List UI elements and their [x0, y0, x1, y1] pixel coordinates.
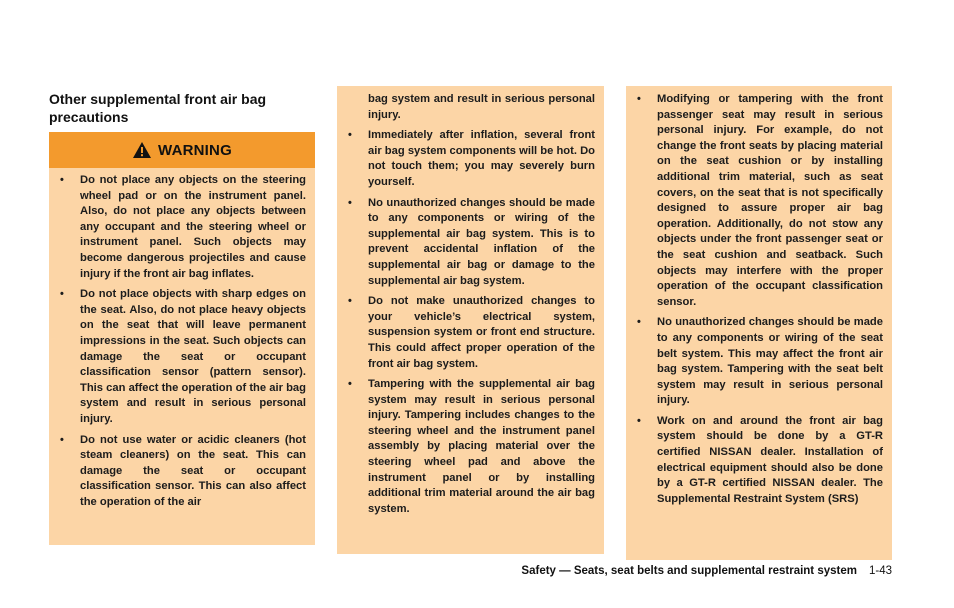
bullet: • — [348, 378, 352, 391]
item-text: No unauthorized changes should be made to any components or wiring of the seat belt system. This may affect the front air bag system. Tampering with the seat belt system may result in serious personal injury. — [657, 316, 883, 407]
item-text: Tampering with the supplemental air bag system may result in serious personal injury. Tampering includes changes to the steering wheel and the instrument panel assembly by placing material over the steering wheel pad and above the instrument panel or by installing additional trim material around the air bag system. — [368, 378, 595, 515]
section-heading: Other supplemental front air bag precautions — [49, 91, 267, 125]
warning-item — [345, 377, 595, 517]
warning-column-2 — [337, 86, 604, 554]
warning-item — [57, 173, 306, 282]
warning-item — [57, 433, 306, 511]
warning-label: WARNING — [158, 141, 232, 159]
bullet: • — [60, 174, 64, 186]
bullet: • — [637, 93, 641, 105]
warning-column-3 — [626, 86, 892, 560]
warning-triangle-icon — [132, 141, 152, 159]
bullet: • — [60, 288, 64, 301]
item-text: No unauthorized changes should be made to any components or wiring of the supplemental air bag system. This is to prevent accidental inflation of the supplemental air bag or damage to the supplemental air bag system. — [368, 196, 595, 287]
page-number: 1-43 — [868, 565, 892, 577]
warning-item — [345, 196, 595, 290]
warning-column-1 — [49, 168, 315, 545]
bullet: • — [60, 433, 64, 446]
warning-item — [57, 287, 306, 427]
item-text: Do not use water or acidic cleaners (hot steam cleaners) on the seat. This can damage the seat or occupant classification sensor. This can also affect the operation of the air — [80, 433, 306, 508]
bullet: • — [348, 196, 352, 209]
warning-item — [345, 128, 595, 190]
page-footer — [460, 565, 892, 577]
warning-item — [345, 294, 595, 372]
warning-item — [634, 414, 883, 508]
item-text: Immediately after inflation, several front air bag system components will be hot. Do not touch them; you may severely burn yourself. — [368, 129, 595, 188]
bullet: • — [637, 414, 641, 427]
item-text: Do not place objects with sharp edges on the seat. Also, do not place heavy objects on the seat that will leave permanent impressions in the seat. Such objects can damage the seat or occupant classification sensor (pattern sensor). This can affect the operation of the air bag system and result in serious personal injury. — [80, 288, 306, 425]
item-text: bag system and result in serious personal injury. — [368, 93, 595, 121]
warning-item — [634, 315, 883, 409]
item-text: Modifying or tampering with the front passenger seat may result in serious personal injury. For example, do not change the front seats by placing material on the seat cushion or by installing additional trim material, such as seat covers, on the seat that is not specifically designed to assure proper air bag operation. Additionally, do not stow any objects under the front passenger seat or the seat cushion and seatback. Such objects may interfere with the proper operation of the occupant classification sensor. — [657, 93, 883, 308]
bullet: • — [637, 316, 641, 329]
warning-item-continuation — [345, 92, 595, 123]
footer-section-title: Safety — Seats, seat belts and supplemental restraint system — [521, 565, 857, 577]
warning-item — [634, 92, 883, 310]
item-text: Do not make unauthorized changes to your vehicle’s electrical system, suspension system or front end structure. This could affect proper operation of the front air bag system. — [368, 295, 595, 370]
item-text: Work on and around the front air bag system should be done by a GT-R certified NISSAN dealer. Installation of electrical equipment should also be done by a GT-R certified NISSAN dealer. The Supplemental Restraint System (SRS) — [657, 414, 883, 505]
bullet: • — [348, 295, 352, 308]
bullet: • — [348, 129, 352, 142]
item-text: Do not place any objects on the steering wheel pad or on the instrument panel. Also, do not place any objects between any occupant and the steering wheel or instrument panel. Such objects may become dangerous projectiles and cause injury if the front air bag inflates. — [80, 174, 306, 280]
warning-banner — [49, 132, 315, 168]
